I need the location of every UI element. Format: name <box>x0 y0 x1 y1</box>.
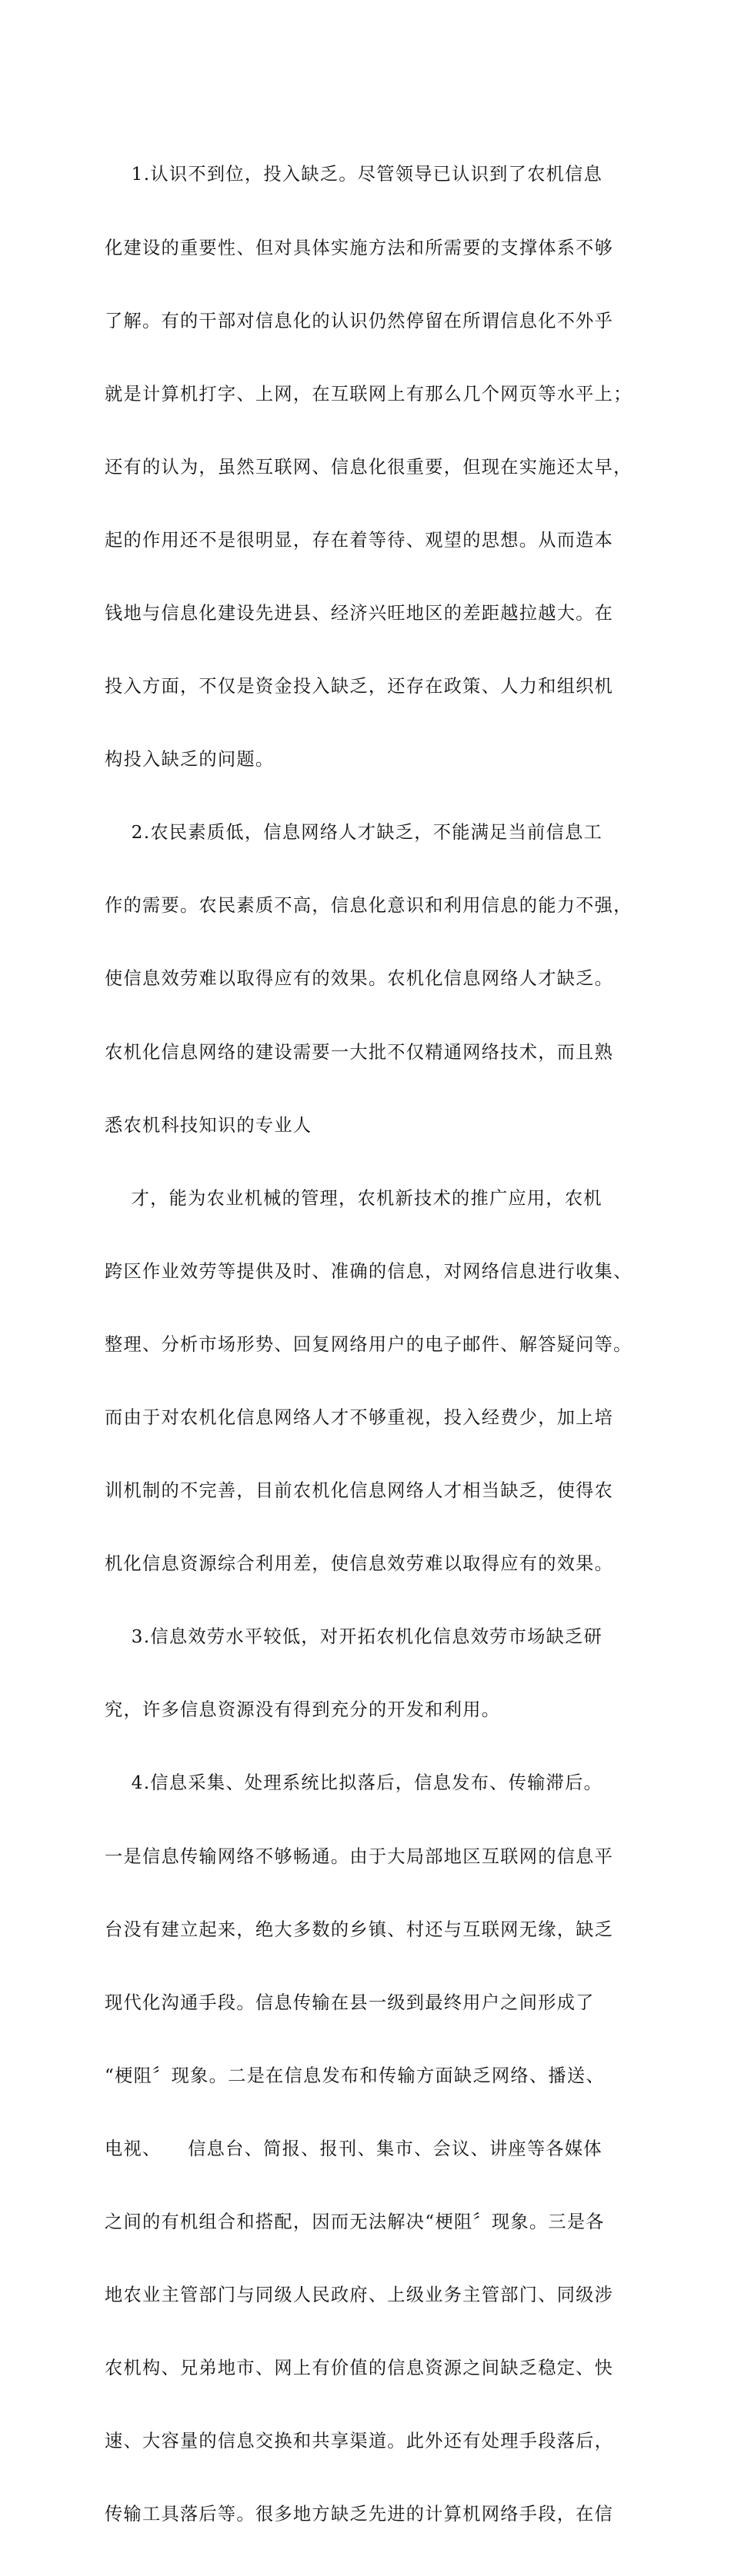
text-line: 构投入缺乏的问题。 <box>105 749 275 770</box>
text-line: 而由于对农机化信息网络人才不够重视，投入经费少，加上培 <box>105 1407 614 1428</box>
text-line: 训机制的不完善，目前农机化信息网络人才相当缺乏，使得农 <box>105 1480 614 1502</box>
text-line: 农机化信息网络的建设需要一大批不仅精通网络技术，而且熟 <box>105 1041 614 1063</box>
text-line: 究，许多信息资源没有得到充分的开发和利用。 <box>105 1699 501 1721</box>
text-line: 悉农机科技知识的专业人 <box>105 1114 312 1136</box>
text-line: 机化信息资源综合利用差，使信息效劳难以取得应有的效果。 <box>105 1553 614 1575</box>
text-line: 地农业主管部门与同级人民政府、上级业务主管部门、同级涉 <box>105 2285 614 2306</box>
text-line: 才，能为农业机械的管理，农机新技术的推广应用，农机 <box>105 1187 602 1209</box>
text-line: 一是信息传输网络不够畅通。由于大局部地区互联网的信息平 <box>105 1845 614 1867</box>
text-line: “梗阻〞现象。二是在信息发布和传输方面缺乏网络、播送、 <box>105 2065 605 2086</box>
text-line: 电视、 信息台、简报、报刊、集市、会议、讲座等各媒体 <box>105 2138 602 2159</box>
text-line: 4.信息采集、处理系统比拟落后，信息发布、传输滞后。 <box>105 1772 603 1794</box>
text-line: 台没有建立起来，绝大多数的乡镇、村还与互联网无缘，缺乏 <box>105 1919 614 1940</box>
text-line: 了解。有的干部对信息化的认识仍然停留在所谓信息化不外乎 <box>105 310 614 331</box>
text-line: 投入方面，不仅是资金投入缺乏，还存在政策、人力和组织机 <box>105 676 614 697</box>
text-line: 起的作用还不是很明显，存在着等待、观望的思想。从而造本 <box>105 529 614 551</box>
text-line: 使信息效劳难以取得应有的效果。农机化信息网络人才缺乏。 <box>105 968 614 990</box>
text-line: 2.农民素质低，信息网络人才缺乏，不能满足当前信息工 <box>105 822 603 844</box>
text-line: 之间的有机组合和搭配，因而无法解决“梗阻〞现象。三是各 <box>105 2212 605 2233</box>
text-line: 现代化沟通手段。信息传输在县一级到最终用户之间形成了 <box>105 1992 595 2013</box>
text-line: 农机构、兄弟地市、网上有价值的信息资源之间缺乏稳定、快 <box>105 2358 614 2379</box>
text-line: 整理、分析市场形势、回复网络用户的电子邮件、解答疑问等。 <box>105 1333 633 1355</box>
text-line: 1.认识不到位，投入缺乏。尽管领导已认识到了农机信息 <box>105 164 603 185</box>
text-line: 化建设的重要性、但对具体实施方法和所需要的支撑体系不够 <box>105 237 614 258</box>
text-line: 还有的认为，虽然互联网、信息化很重要，但现在实施还太早， <box>105 456 633 478</box>
text-line: 就是计算机打字、上网，在互联网上有那么几个网页等水平上； <box>105 383 633 404</box>
text-line: 作的需要。农民素质不高，信息化意识和利用信息的能力不强， <box>105 895 633 917</box>
text-line: 速、大容量的信息交换和共享渠道。此外还有处理手段落后， <box>105 2431 614 2452</box>
body-text <box>105 114 659 2576</box>
text-line: 3.信息效劳水平较低，对开拓农机化信息效劳市场缺乏研 <box>105 1626 603 1648</box>
text-line: 跨区作业效劳等提供及时、准确的信息，对网络信息进行收集、 <box>105 1260 633 1282</box>
text-line: 传输工具落后等。很多地方缺乏先进的计算机网络手段，在信 <box>105 2504 614 2525</box>
text-line: 钱地与信息化建设先进县、经济兴旺地区的差距越拉越大。在 <box>105 602 614 624</box>
